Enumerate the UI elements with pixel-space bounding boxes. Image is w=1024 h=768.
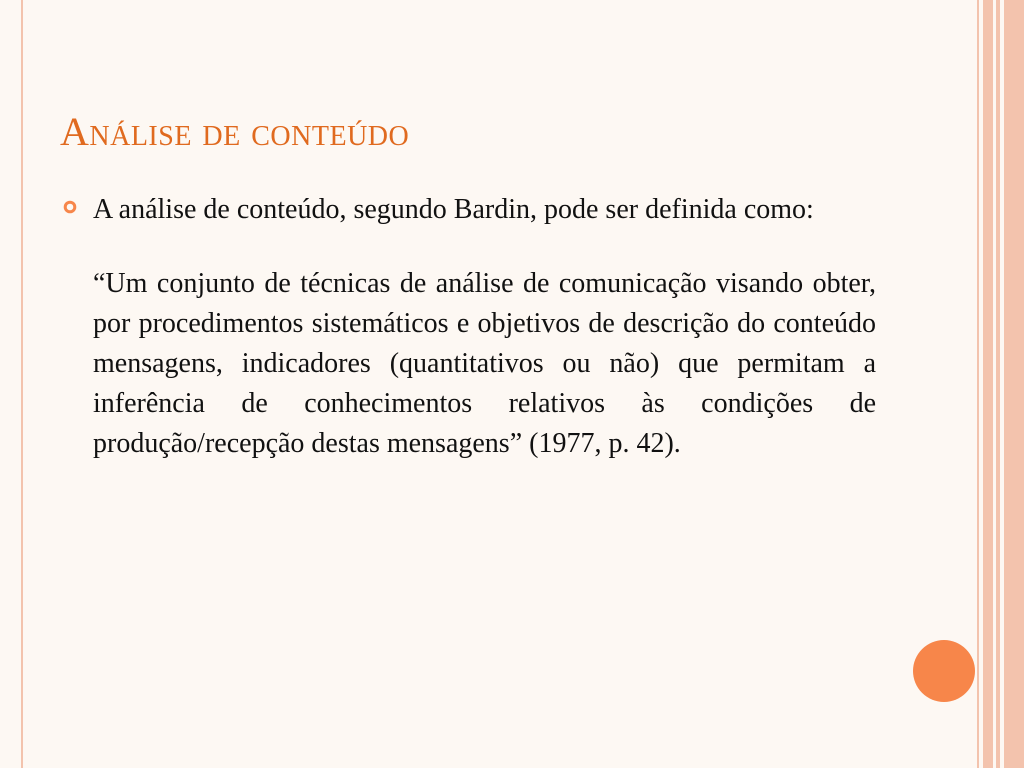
bullet-text: A análise de conteúdo, segundo Bardin, pode ser definida como: [93, 194, 814, 225]
slide-content [93, 190, 876, 464]
right-stripe [996, 0, 1000, 768]
right-stripe [977, 0, 979, 768]
right-stripe [983, 0, 993, 768]
bullet-icon [63, 200, 77, 214]
right-stripe [1004, 0, 1024, 768]
slide-title: Análise de conteúdo [60, 109, 410, 154]
left-rule [21, 0, 23, 768]
quote-text: “Um conjunto de técnicas de análise de comunicação visando obter, por procedimentos sistemáticos e objetivos de descrição do conteúdo mensagens, indicadores (quantitativos ou não) que permitam a inferência de conhecimentos relativos às condições de produção/recepção destas mensagens” (1977, p. 42). [93, 268, 876, 459]
decorative-circle [913, 640, 975, 702]
